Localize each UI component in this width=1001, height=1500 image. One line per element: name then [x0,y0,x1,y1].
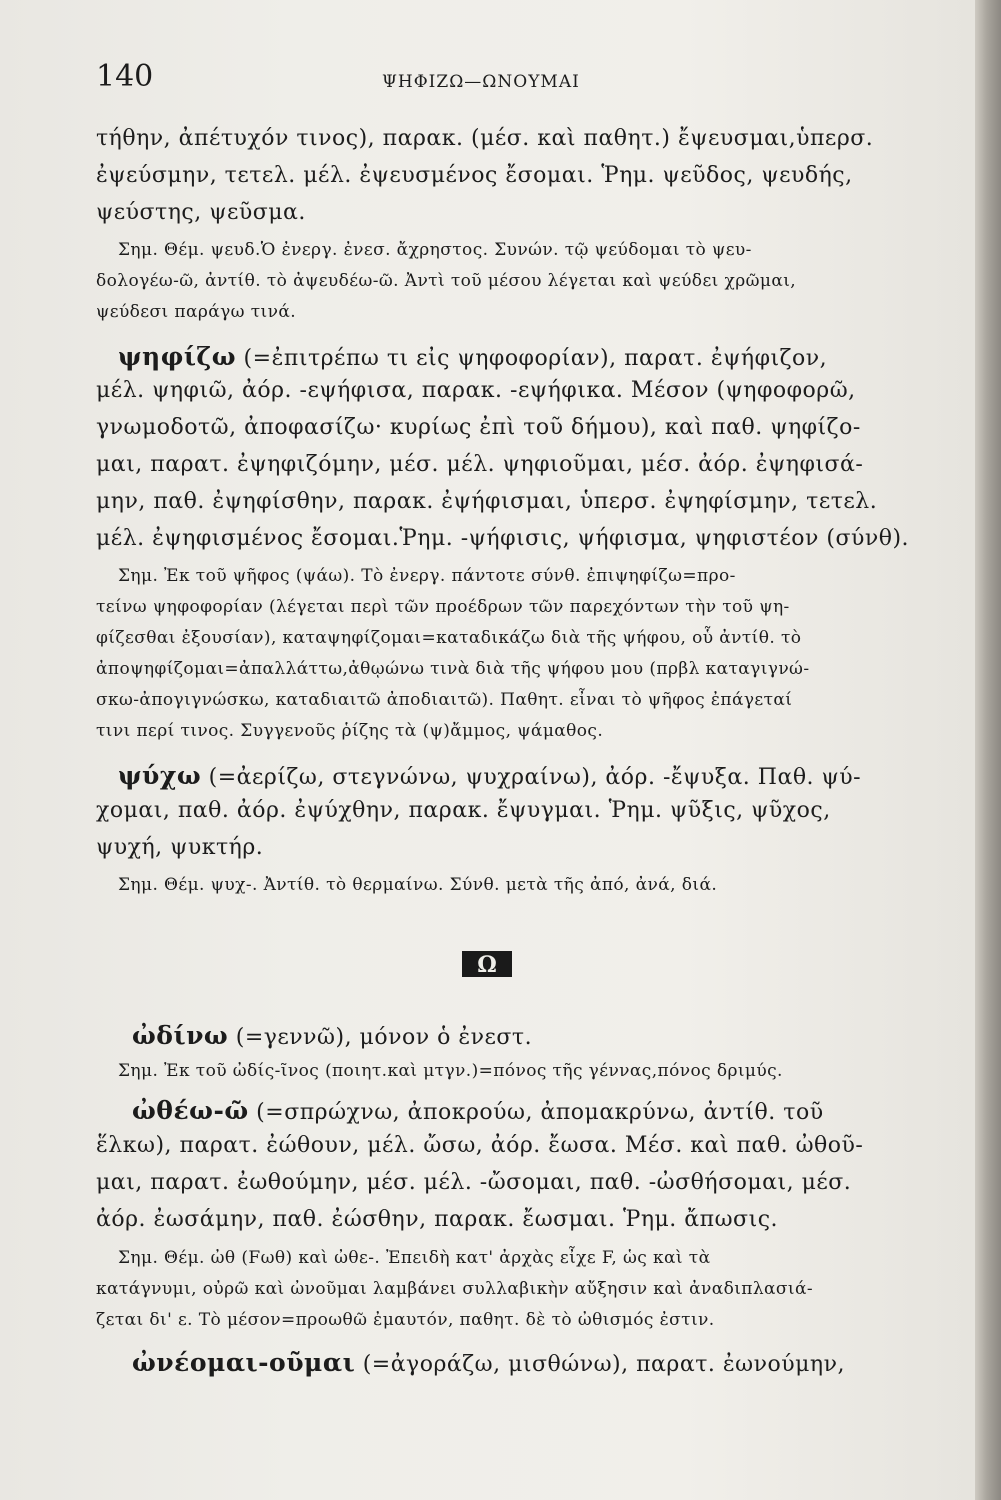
lemma-psycho: ψύχω [118,761,202,790]
section-omega-ornament [462,951,512,977]
note-line: σκω-ἀπογιγνώσκω, καταδιαιτῶ ἀποδιαιτῶ). Παθητ. εἶναι τὸ ψῆφος ἐπάγεταί [96,690,793,710]
lemma-psephizo: ψηφίζω [118,342,237,371]
note-line: τείνω ψηφοφορίαν (λέγεται περὶ τῶν προέδρων τῶν παρεχόντων τὴν τοῦ ψη- [96,597,790,617]
note-line: ζεται δι' ε. Τὸ μέσον=προωθῶ ἐμαυτόν, παθητ. δὲ τὸ ὠθισμός ἐστιν. [96,1310,715,1330]
entry-line: ψύχω (=ἀερίζω, στεγνώνω, ψυχραίνω), ἀόρ. -ἔψυξα. Παθ. ψύ- [118,761,862,790]
note-line: τινι περί τινος. Συγγενοῦς ῥίζης τὰ (ψ)ἄμμος, ψάμαθος. [96,721,604,741]
entry-line: ὠθέω-ῶ (=σπρώχνω, ἀποκρούω, ἀπομακρύνω, ἀντίθ. τοῦ [132,1096,824,1125]
note-line: φίζεσθαι ἐξουσίαν), καταψηφίζομαι=καταδικάζω διὰ τῆς ψήφου, οὗ ἀντίθ. τὸ [96,628,802,648]
note-line: Σημ. Ἐκ τοῦ ὠδίς-ῖνος (ποιητ.καὶ μτγν.)=πόνος τῆς γέννας,πόνος δριμύς. [118,1061,783,1081]
page-edge [975,0,1001,1500]
section-letter: Ω [477,952,497,977]
text-line: τήθην, ἀπέτυχόν τινος), παρακ. (μέσ. καὶ παθητ.) ἔψευσμαι,ὑπερσ. [96,126,874,151]
lemma-oneomai: ὠνέομαι-οῦμαι [132,1348,356,1377]
text-line: ψεύστης, ψεῦσμα. [96,200,306,225]
entry-line: ψηφίζω (=ἐπιτρέπω τι εἰς ψηφοφορίαν), παρατ. ἐψήφιζον, [118,342,828,371]
entry-line: ὠνέομαι-οῦμαι (=ἀγοράζω, μισθώνω), παρατ. ἐωνούμην, [132,1348,845,1377]
running-title: ΨΗΦΙΖΩ—ΩΝΟΥΜΑΙ [382,72,580,92]
text-line: μαι, παρατ. ἐωθούμην, μέσ. μέλ. -ὤσομαι, παθ. -ὠσθήσομαι, μέσ. [96,1170,852,1195]
text-line: μέλ. ψηφιῶ, ἀόρ. -εψήφισα, παρακ. -εψήφικα. Μέσον (ψηφοφορῶ, [96,378,856,403]
note-line: ἀποψηφίζομαι=ἀπαλλάττω,ἀθῳώνω τινὰ διὰ τῆς ψήφου μου (πρβλ καταγιγνώ- [96,659,810,679]
text-line: μέλ. ἐψηφισμένος ἔσομαι.Ῥημ. -ψήφισις, ψήφισμα, ψηφιστέον (σύνθ). [96,526,910,551]
entry-line: ὠδίνω (=γεννῶ), μόνον ὁ ἐνεστ. [132,1021,533,1050]
text-line: χομαι, παθ. ἀόρ. ἐψύχθην, παρακ. ἔψυγμαι. Ῥημ. ψῦξις, ψῦχος, [96,798,831,823]
text-line: γνωμοδοτῶ, ἀποφασίζω· κυρίως ἐπὶ τοῦ δήμου), καὶ παθ. ψηφίζο- [96,415,861,440]
text-line: ἐψεύσμην, τετελ. μέλ. ἐψευσμένος ἔσομαι. Ῥημ. ψεῦδος, ψευδής, [96,163,853,188]
note-line: Σημ. Θέμ. ψευδ.Ὁ ἐνεργ. ἐνεσ. ἄχρηστος. Συνών. τῷ ψεύδομαι τὸ ψευ- [118,240,752,260]
note-line: Σημ. Θέμ. ὠθ (Fωθ) καὶ ὠθε-. Ἐπειδὴ κατ' ἀρχὰς εἶχε F, ὡς καὶ τὰ [118,1248,711,1268]
lemma-odino: ὠδίνω [132,1021,229,1050]
note-line: δολογέω-ῶ, ἀντίθ. τὸ ἀψευδέω-ῶ. Ἀντὶ τοῦ μέσου λέγεται καὶ ψεύδει χρῶμαι, [96,271,797,291]
note-line: Σημ. Θέμ. ψυχ-. Ἀντίθ. τὸ θερμαίνω. Σύνθ. μετὰ τῆς ἀπό, ἀνά, διά. [118,875,718,895]
note-line: Σημ. Ἐκ τοῦ ψῆφος (ψάω). Τὸ ἐνεργ. πάντοτε σύνθ. ἐπιψηφίζω=προ- [118,566,736,586]
text-line: μην, παθ. ἐψηφίσθην, παρακ. ἐψήφισμαι, ὑπερσ. ἐψηφίσμην, τετελ. [96,489,878,514]
text-line: ἀόρ. ἐωσάμην, παθ. ἐώσθην, παρακ. ἔωσμαι. Ῥημ. ἄπωσις. [96,1207,779,1232]
note-line: κατάγνυμι, οὐρῶ καὶ ὠνοῦμαι λαμβάνει συλλαβικὴν αὔξησιν καὶ ἀναδιπλασιά- [96,1279,814,1299]
page-number: 140 [96,59,154,94]
lemma-otheo: ὠθέω-ῶ [132,1096,249,1125]
text-line: μαι, παρατ. ἐψηφιζόμην, μέσ. μέλ. ψηφιοῦμαι, μέσ. ἀόρ. ἐψηφισά- [96,452,864,477]
note-line: ψεύδεσι παράγω τινά. [96,302,297,322]
text-line: ψυχή, ψυκτήρ. [96,835,264,860]
text-line: ἕλκω), παρατ. ἐώθουν, μέλ. ὤσω, ἀόρ. ἔωσα. Μέσ. καὶ παθ. ὠθοῦ- [96,1133,864,1158]
